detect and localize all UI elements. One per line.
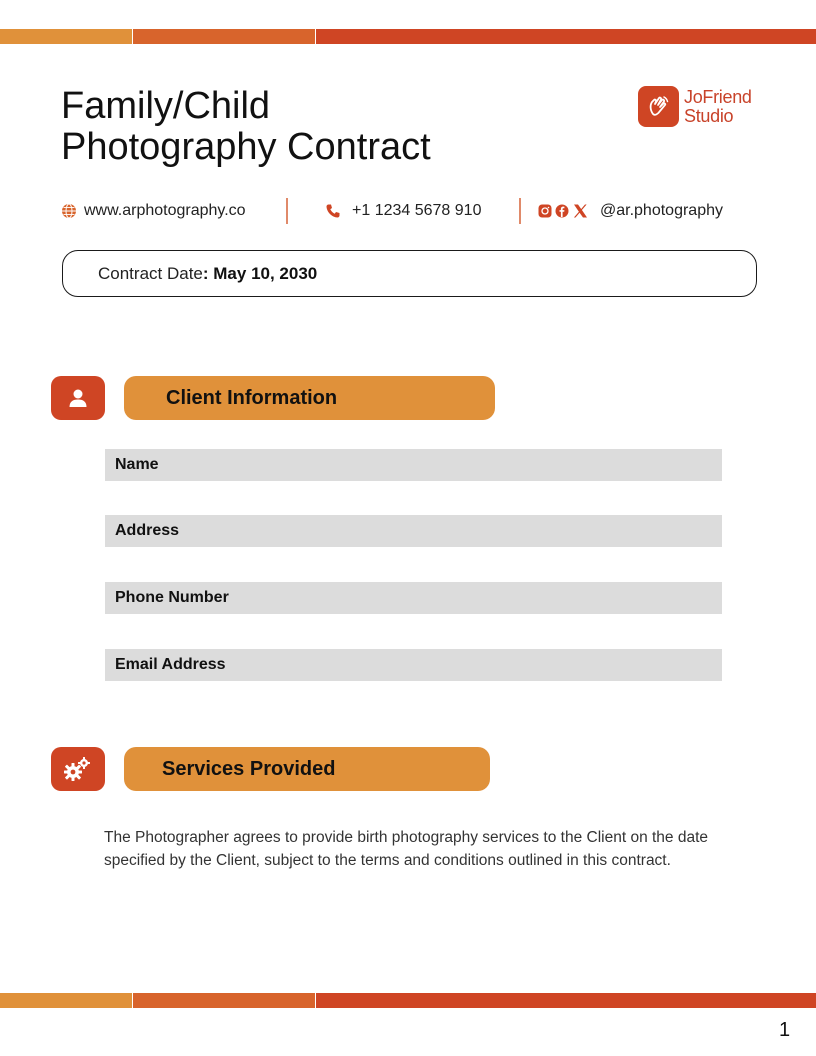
document-title bbox=[61, 86, 431, 168]
client-information-header bbox=[124, 376, 495, 420]
waving-hand-icon bbox=[638, 86, 679, 127]
studio-logo bbox=[638, 86, 752, 127]
contact-divider-2 bbox=[519, 198, 521, 224]
name-field-label: Name bbox=[115, 456, 159, 473]
instagram-icon[interactable] bbox=[538, 204, 552, 218]
accent-segment-burnt bbox=[133, 993, 315, 1008]
facebook-icon[interactable] bbox=[555, 204, 569, 218]
social-item bbox=[538, 198, 723, 224]
contact-row bbox=[61, 198, 761, 224]
top-accent-bar bbox=[0, 29, 816, 44]
phone-number-field[interactable] bbox=[105, 582, 722, 614]
contact-divider-1 bbox=[286, 198, 288, 224]
email-address-field-label: Email Address bbox=[115, 656, 226, 673]
email-address-field[interactable] bbox=[105, 649, 722, 681]
contract-date-value: : May 10, 2030 bbox=[202, 263, 318, 283]
website-item bbox=[61, 198, 246, 224]
title-line-1: Family/Child bbox=[61, 85, 271, 127]
gears-icon bbox=[51, 747, 105, 791]
x-icon[interactable] bbox=[573, 204, 588, 218]
accent-segment-burnt bbox=[133, 29, 315, 44]
services-provided-title: Services Provided bbox=[162, 757, 336, 780]
phone-number[interactable]: +1 1234 5678 910 bbox=[352, 202, 482, 219]
user-icon bbox=[51, 376, 105, 420]
accent-segment-red bbox=[316, 29, 816, 44]
logo-text-line-1: JoFriend bbox=[684, 86, 752, 107]
phone-number-field-label: Phone Number bbox=[115, 589, 229, 606]
page-number: 1 bbox=[779, 1019, 791, 1041]
globe-icon bbox=[61, 203, 77, 219]
bottom-accent-bar bbox=[0, 993, 816, 1008]
social-handle[interactable]: @ar.photography bbox=[600, 202, 723, 219]
address-field-label: Address bbox=[115, 522, 180, 539]
phone-icon bbox=[325, 203, 341, 219]
logo-text-line-2: Studio bbox=[684, 105, 734, 126]
title-line-2: Photography Contract bbox=[61, 126, 431, 168]
services-description: The Photographer agrees to provide birth photography services to the Client on the date specified by the Client, subject to the terms and conditions outlined in this contract. bbox=[104, 829, 709, 869]
accent-segment-orange bbox=[0, 29, 132, 44]
contract-date-box bbox=[62, 250, 757, 297]
phone-item bbox=[325, 198, 481, 224]
address-field[interactable] bbox=[105, 515, 722, 547]
name-field[interactable] bbox=[105, 449, 722, 481]
contract-date-label: Contract Date bbox=[98, 263, 203, 283]
services-provided-header bbox=[124, 747, 490, 791]
accent-segment-red bbox=[316, 993, 816, 1008]
logo-wordmark bbox=[684, 88, 752, 126]
website-link[interactable]: www.arphotography.co bbox=[84, 202, 246, 219]
client-information-title: Client Information bbox=[166, 386, 338, 409]
accent-segment-orange bbox=[0, 993, 132, 1008]
